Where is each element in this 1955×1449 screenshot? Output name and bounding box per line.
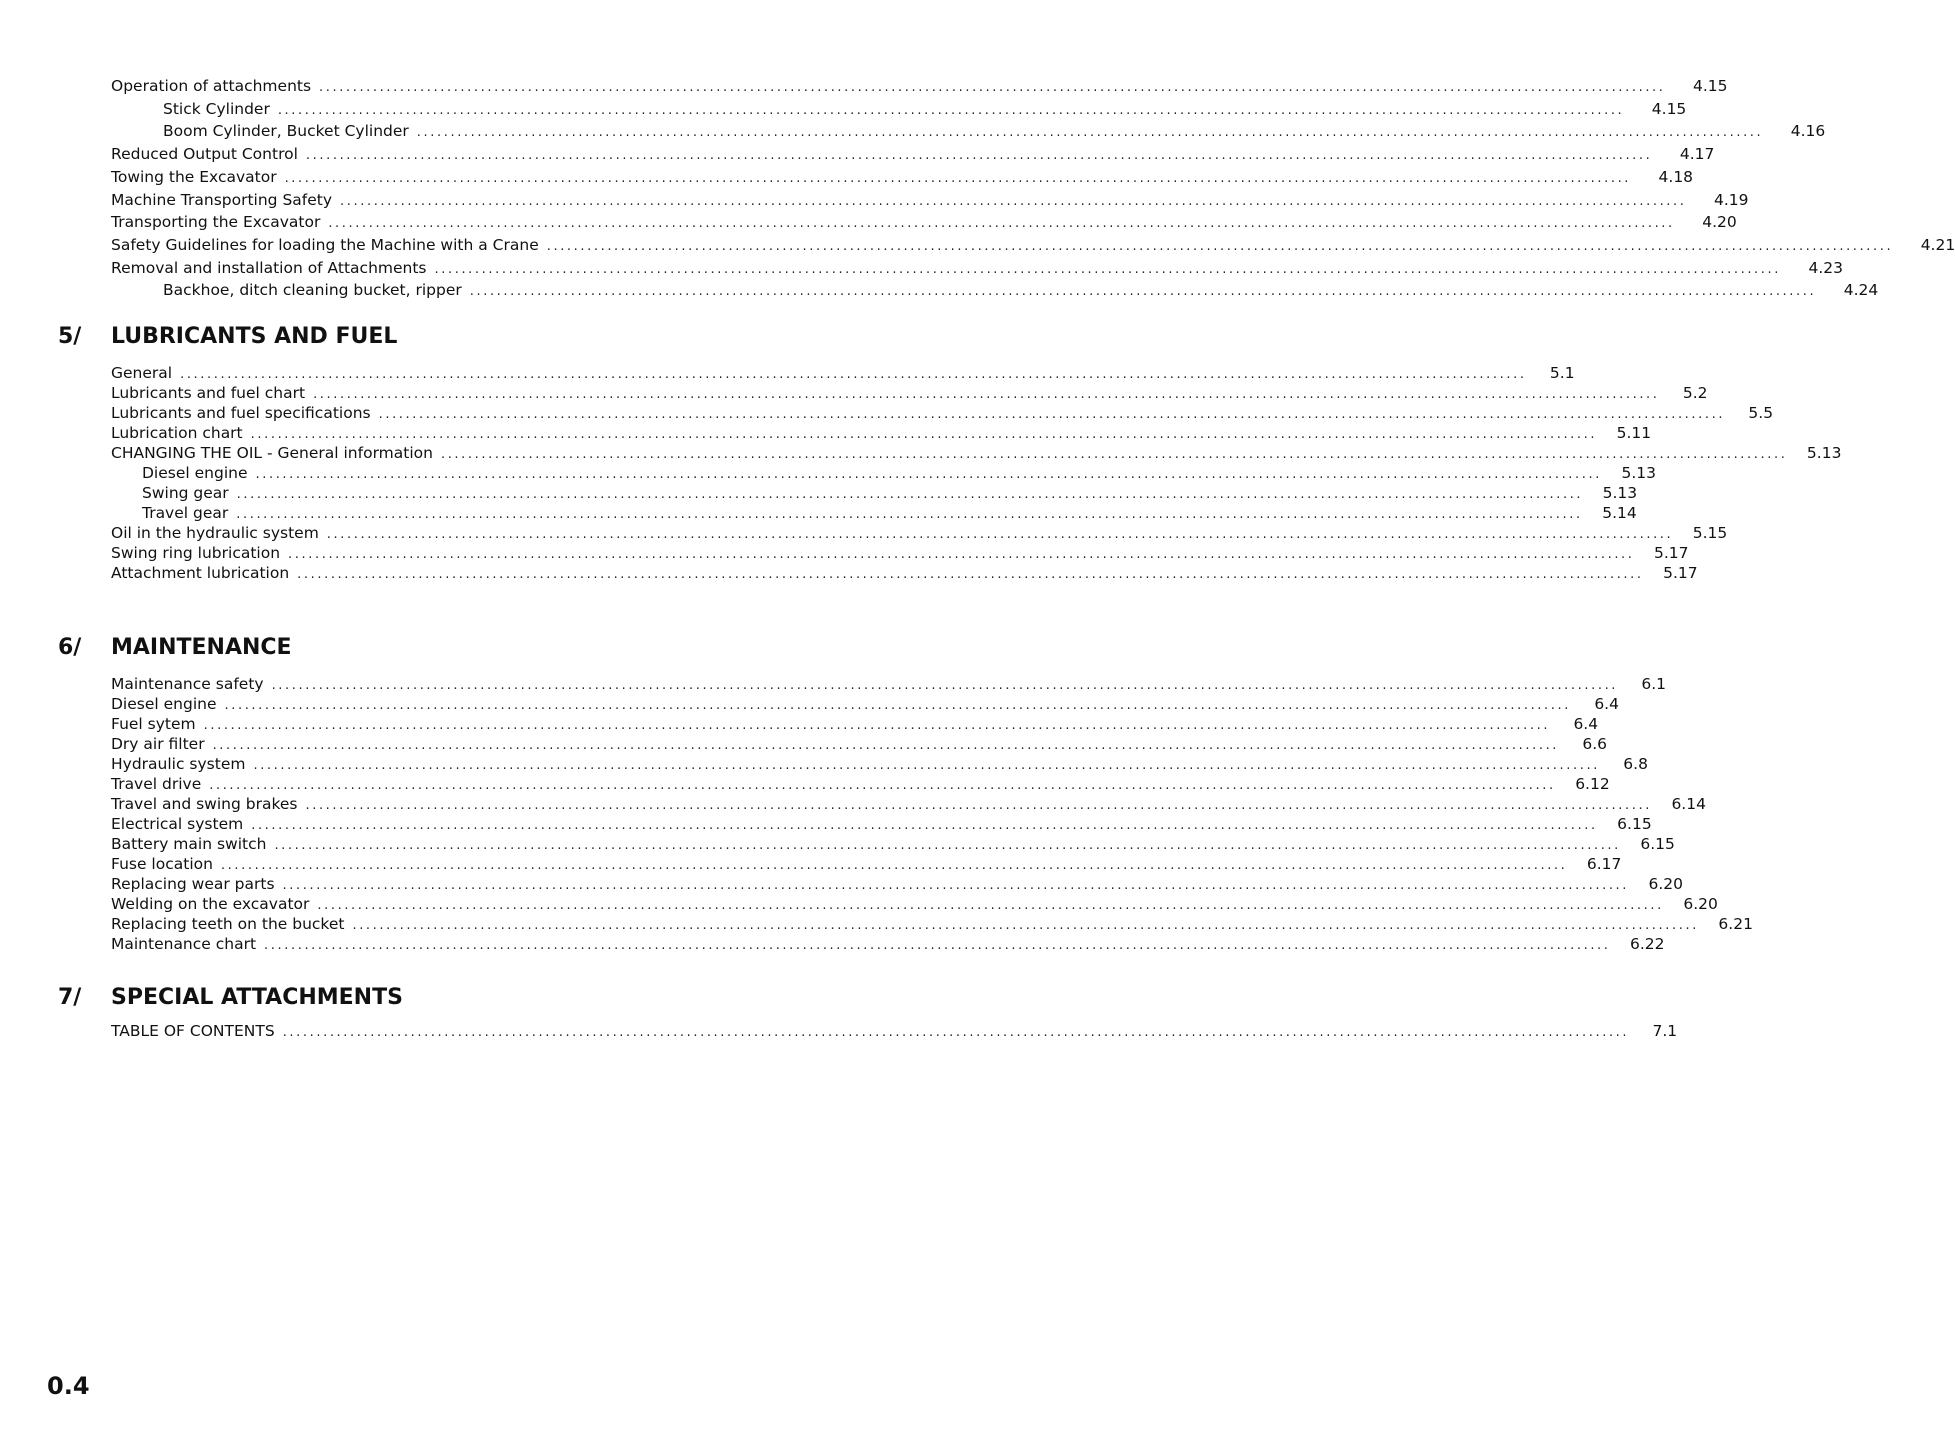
toc-entry[interactable]	[111, 1022, 1678, 1042]
toc-entry-label: Dry air filter	[111, 735, 205, 753]
toc-entry[interactable]	[111, 795, 1706, 815]
toc-entry-label: CHANGING THE OIL - General information	[111, 444, 433, 462]
dot-leader: ........................................................................................................................................................................................................	[236, 487, 1584, 502]
dot-leader: ........................................................................................................................................................................................................	[469, 284, 1817, 300]
toc-entry[interactable]	[111, 935, 1665, 955]
toc-entry-page: 6.4	[1594, 695, 1619, 713]
toc-entry-page: 4.23	[1808, 258, 1843, 277]
dot-leader: ........................................................................................................................................................................................................	[282, 878, 1630, 893]
toc-entry-label: Towing the Excavator	[111, 167, 277, 186]
toc-entry-page: 4.18	[1658, 167, 1694, 186]
toc-entry[interactable]	[111, 915, 1753, 935]
dot-leader: ........................................................................................................................................................................................................	[328, 216, 1675, 232]
dot-leader: ........................................................................................................................................................................................................	[264, 938, 1611, 953]
toc-entry[interactable]	[111, 144, 1715, 167]
section-title: MAINTENANCE	[111, 635, 292, 660]
toc-entry-label: Fuel sytem	[111, 715, 196, 733]
toc-entry-label: Battery main switch	[111, 835, 267, 853]
toc-entry[interactable]	[111, 735, 1608, 755]
dot-leader: ........................................................................................................................................................................................................	[440, 447, 1788, 462]
toc-entry-page: 4.20	[1702, 213, 1737, 232]
dot-leader: ........................................................................................................................................................................................................	[251, 818, 1598, 833]
toc-entry-page: 4.17	[1679, 145, 1715, 164]
toc-list-special-attachments	[111, 1022, 1678, 1042]
toc-entry-label: Diesel engine	[142, 464, 248, 482]
toc-entry[interactable]	[111, 524, 1728, 544]
dot-leader: ........................................................................................................................................................................................................	[319, 80, 1666, 95]
dot-leader: ........................................................................................................................................................................................................	[212, 738, 1560, 753]
toc-entry[interactable]	[111, 895, 1718, 915]
toc-entry-label: Welding on the excavator	[111, 895, 310, 913]
toc-entry-label: Hydraulic system	[111, 755, 246, 773]
dot-leader: ........................................................................................................................................................................................................	[277, 102, 1625, 118]
toc-entry-page: 4.19	[1713, 190, 1749, 209]
toc-entry-page: 4.15	[1651, 99, 1687, 118]
toc-entry[interactable]	[111, 444, 1842, 464]
toc-entry-label: Swing ring lubrication	[111, 544, 281, 562]
toc-entry-page: 5.1	[1549, 364, 1575, 382]
dot-leader: ........................................................................................................................................................................................................	[546, 238, 1894, 254]
toc-entry-label: Maintenance chart	[111, 935, 257, 953]
toc-entry-page: 5.2	[1682, 384, 1708, 402]
toc-entry[interactable]	[111, 258, 1843, 281]
toc-entry[interactable]	[111, 875, 1684, 895]
toc-entry-label: Lubricants and fuel chart	[111, 384, 306, 402]
toc-entry-page: 6.20	[1683, 895, 1718, 913]
toc-entry-page: 6.20	[1648, 875, 1684, 893]
toc-entry-page: 4.16	[1790, 122, 1826, 141]
toc-entry-label: Transporting the Excavator	[111, 213, 321, 232]
toc-entry-page: 5.17	[1663, 564, 1698, 582]
toc-entry[interactable]	[111, 855, 1622, 875]
dot-leader: ........................................................................................................................................................................................................	[434, 261, 1781, 277]
toc-entry-page: 6.15	[1617, 815, 1652, 833]
toc-entry-label: Fuse location	[111, 855, 213, 873]
dot-leader: ........................................................................................................................................................................................................	[282, 1025, 1630, 1040]
toc-entry-page: 6.4	[1573, 715, 1599, 733]
dot-leader: ........................................................................................................................................................................................................	[352, 918, 1699, 933]
dot-leader: ........................................................................................................................................................................................................	[224, 698, 1571, 713]
dot-leader: ........................................................................................................................................................................................................	[203, 718, 1551, 733]
toc-entry[interactable]	[111, 755, 1648, 775]
section-title: LUBRICANTS AND FUEL	[111, 324, 398, 349]
toc-entry[interactable]	[111, 190, 1749, 213]
toc-entry[interactable]	[111, 815, 1652, 835]
toc-entry[interactable]	[111, 544, 1689, 564]
toc-entry-label: General	[111, 364, 173, 382]
dot-leader: ........................................................................................................................................................................................................	[288, 547, 1635, 562]
toc-entry-label: Travel drive	[111, 775, 202, 793]
dot-leader: ........................................................................................................................................................................................................	[378, 407, 1726, 422]
toc-entry-label: Safety Guidelines for loading the Machine with a Crane	[111, 235, 539, 254]
dot-leader: ........................................................................................................................................................................................................	[305, 798, 1652, 813]
toc-entry-label: Oil in the hydraulic system	[111, 524, 319, 542]
dot-leader: ........................................................................................................................................................................................................	[271, 678, 1619, 693]
toc-entry-label: Operation of attachments	[111, 77, 312, 95]
toc-entry-label: Boom Cylinder, Bucket Cylinder	[163, 122, 409, 141]
toc-entry[interactable]	[111, 167, 1694, 190]
toc-entry-label: Replacing wear parts	[111, 875, 275, 893]
dot-leader: ........................................................................................................................................................................................................	[220, 858, 1568, 873]
section-heading-6	[58, 635, 292, 660]
toc-entry[interactable]	[111, 212, 1737, 235]
toc-list-chapter-4-continued	[111, 76, 1955, 303]
toc-entry-page: 6.14	[1671, 795, 1706, 813]
dot-leader: ........................................................................................................................................................................................................	[313, 387, 1660, 402]
toc-entry[interactable]	[111, 235, 1955, 258]
toc-entry[interactable]	[111, 404, 1774, 424]
toc-list-maintenance	[111, 675, 1753, 955]
section-title: SPECIAL ATTACHMENTS	[111, 985, 403, 1010]
toc-entry-page: 5.5	[1748, 404, 1774, 422]
toc-entry-label: Diesel engine	[111, 695, 217, 713]
toc-entry[interactable]	[111, 364, 1575, 384]
toc-entry-label: Removal and installation of Attachments	[111, 258, 427, 277]
section-number: 7/	[58, 985, 82, 1010]
toc-entry[interactable]	[111, 464, 1656, 484]
toc-entry[interactable]	[111, 280, 1879, 303]
toc-entry-page: 5.14	[1602, 504, 1637, 522]
toc-entry-page: 5.15	[1692, 524, 1728, 542]
dot-leader: ........................................................................................................................................................................................................	[326, 527, 1674, 542]
toc-entry-page: 6.21	[1718, 915, 1753, 933]
toc-entry-page: 5.13	[1621, 464, 1656, 482]
toc-entry-label: Travel gear	[142, 504, 229, 522]
dot-leader: ........................................................................................................................................................................................................	[253, 758, 1600, 773]
section-number: 5/	[58, 324, 82, 349]
toc-entry[interactable]	[111, 775, 1610, 795]
toc-entry-page: 4.15	[1693, 77, 1728, 95]
toc-entry-page: 6.15	[1640, 835, 1675, 853]
toc-entry[interactable]	[111, 564, 1698, 584]
dot-leader: ........................................................................................................................................................................................................	[255, 467, 1602, 482]
toc-entry-label: Reduced Output Control	[111, 145, 298, 164]
dot-leader: ........................................................................................................................................................................................................	[340, 193, 1687, 209]
dot-leader: ........................................................................................................................................................................................................	[274, 838, 1621, 853]
toc-entry-page: 5.17	[1654, 544, 1689, 562]
toc-entry[interactable]	[111, 675, 1667, 695]
page-number: 0.4	[47, 1372, 90, 1400]
toc-entry[interactable]	[111, 384, 1708, 404]
toc-entry-label: Attachment lubrication	[111, 564, 290, 582]
section-heading-7	[58, 985, 403, 1010]
toc-entry-label: Electrical system	[111, 815, 244, 833]
toc-entry-page: 4.21	[1920, 235, 1955, 254]
toc-entry-label: Replacing teeth on the bucket	[111, 915, 345, 933]
toc-entry[interactable]	[111, 835, 1675, 855]
toc-entry[interactable]	[111, 76, 1728, 99]
toc-entry-page: 6.8	[1623, 755, 1648, 773]
toc-entry-page: 6.22	[1630, 935, 1665, 953]
toc-entry-page: 6.17	[1586, 855, 1622, 873]
toc-entry-label: Lubricants and fuel specifications	[111, 404, 371, 422]
toc-entry-label: Lubrication chart	[111, 424, 243, 442]
toc-entry[interactable]	[111, 695, 1619, 715]
toc-entry-page: 4.24	[1843, 281, 1879, 300]
toc-entry-page: 6.6	[1582, 735, 1608, 753]
toc-entry[interactable]	[111, 99, 1687, 122]
toc-entry-page: 6.12	[1575, 775, 1610, 793]
toc-entry-label: TABLE OF CONTENTS	[111, 1022, 275, 1040]
toc-entry-label: Maintenance safety	[111, 675, 264, 693]
dot-leader: ........................................................................................................................................................................................................	[180, 367, 1527, 382]
dot-leader: ........................................................................................................................................................................................................	[416, 125, 1764, 141]
toc-entry-label: Machine Transporting Safety	[111, 190, 333, 209]
toc-entry[interactable]	[111, 121, 1826, 144]
toc-list-lubricants-and-fuel	[111, 364, 1842, 584]
dot-leader: ........................................................................................................................................................................................................	[236, 507, 1583, 522]
toc-entry-page: 5.13	[1602, 484, 1638, 502]
dot-leader: ........................................................................................................................................................................................................	[250, 427, 1598, 442]
toc-entry-page: 6.1	[1641, 675, 1667, 693]
toc-entry-label: Swing gear	[142, 484, 229, 502]
dot-leader: ........................................................................................................................................................................................................	[284, 170, 1632, 186]
toc-entry-page: 5.11	[1616, 424, 1652, 442]
toc-entry[interactable]	[111, 484, 1638, 504]
toc-entry-label: Backhoe, ditch cleaning bucket, ripper	[163, 281, 462, 300]
dot-leader: ........................................................................................................................................................................................................	[305, 148, 1653, 164]
dot-leader: ........................................................................................................................................................................................................	[209, 778, 1556, 793]
section-heading-5	[58, 324, 397, 349]
dot-leader: ........................................................................................................................................................................................................	[297, 567, 1644, 582]
toc-entry[interactable]	[111, 715, 1599, 735]
toc-entry-label: Stick Cylinder	[163, 99, 270, 118]
toc-entry-page: 5.13	[1806, 444, 1842, 462]
toc-entry[interactable]	[111, 424, 1652, 444]
toc-entry[interactable]	[111, 504, 1637, 524]
toc-entry-page: 7.1	[1652, 1022, 1678, 1040]
section-number: 6/	[58, 635, 82, 660]
toc-entry-label: Travel and swing brakes	[111, 795, 298, 813]
dot-leader: ........................................................................................................................................................................................................	[317, 898, 1664, 913]
